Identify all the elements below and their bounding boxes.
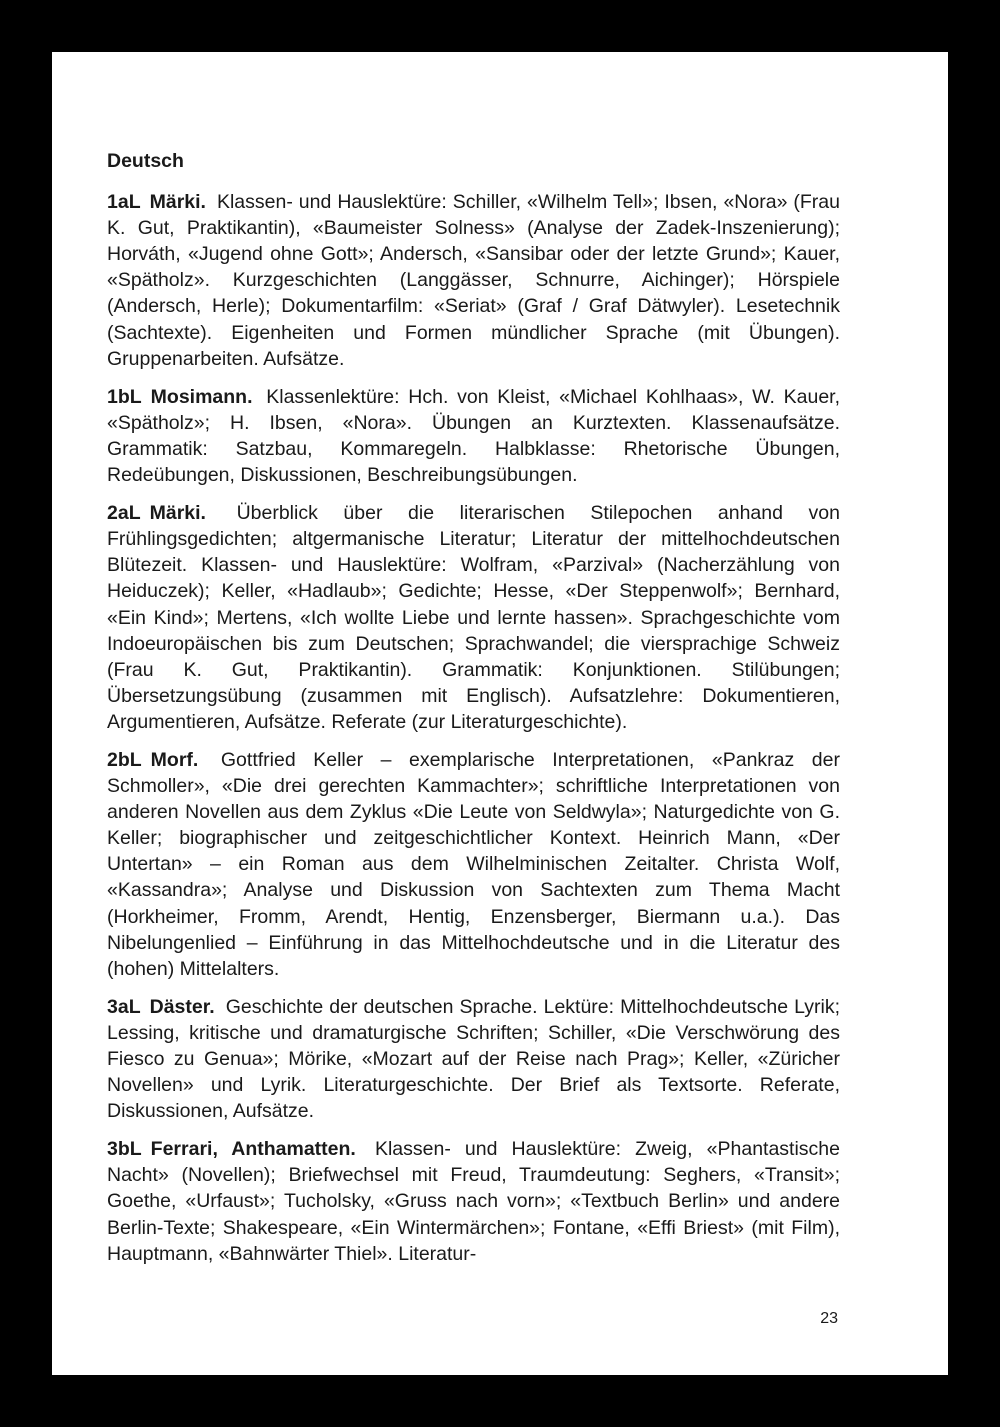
class-entry-2aL <box>107 500 840 735</box>
teacher-name: Morf. <box>150 748 199 771</box>
class-code: 3bL <box>107 1138 142 1161</box>
entry-text: Klassenlektüre: Hch. von Kleist, «Michael Kohlhaas», W. Kauer, «Spätholz»; H. Ibsen, «Nora». Übungen an Kurztexten. Klassenaufsätze. Grammatik: Satzbau, Kommaregeln. Halbklasse: Rhetorische Übungen, Redeübungen, Diskussionen, Beschreibungsübungen. <box>107 385 841 487</box>
class-entry-3bL <box>107 1136 840 1266</box>
page-number: 23 <box>820 1310 838 1327</box>
class-entry-1bL <box>107 384 840 488</box>
entry-text: Klassen- und Hauslektüre: Zweig, «Phantastische Nacht» (Novellen); Briefwechsel mit Freud, Traumdeutung: Seghers, «Transit»; Goethe, «Urfaust»; Tucholsky, «Gruss nach vorn»; «Textbuch Berlin» und andere Berlin-Texte; Shakespeare, «Ein Wintermärchen»; Fontane, «Effi Briest» (mit Film), Hauptmann, «Bahnwärter Thiel». Literatur- <box>107 1138 840 1265</box>
teacher-name: Mosimann. <box>150 385 253 408</box>
class-entry-1aL <box>107 189 840 372</box>
teacher-name: Ferrari, Anthamatten. <box>150 1138 356 1161</box>
entry-lead <box>107 1138 356 1160</box>
class-entry-2bL <box>107 747 840 982</box>
entry-lead <box>107 191 206 213</box>
entry-text: Klassen- und Hauslektüre: Schiller, «Wilhelm Tell»; Ibsen, «Nora» (Frau K. Gut, Praktikantin), «Baumeister Solness» (Analyse der Zadek-Inszenierung); Horváth, «Jugend ohne Gott»; Andersch, «Sansibar oder der letzte Grund»; Kauer, «Spätholz». Kurzgeschichten (Langgässer, Schnurre, Aichinger); Hörspiele (Andersch, Herle); Dokumentarfilm: «Seriat» (Graf / Graf Dätwyler). Lesetechnik (Sachtexte). Eigenheiten und Formen mündlicher Sprache (mit Übungen). Gruppenarbeiten. Aufsätze. <box>107 191 840 370</box>
class-code: 2aL <box>107 502 141 525</box>
teacher-name: Märki. <box>149 502 206 525</box>
section-heading: Deutsch <box>107 150 184 172</box>
page-content <box>107 148 840 1279</box>
teacher-name: Märki. <box>149 191 206 214</box>
entry-lead <box>107 502 206 524</box>
document-page <box>52 52 948 1375</box>
entry-lead <box>107 996 215 1018</box>
teacher-name: Däster. <box>149 995 215 1018</box>
entry-lead <box>107 386 253 408</box>
class-entry-3aL <box>107 994 840 1124</box>
entry-text: Gottfried Keller – exemplarische Interpretationen, «Pankraz der Schmoller», «Die drei gerechten Kammachter»; schriftliche Interpretationen von anderen Novellen aus dem Zyklus «Die Leute von Seldwyla»; Naturgedichte von G. Keller; biographischer und zeitgeschichtlicher Kontext. Heinrich Mann, «Der Untertan» – ein Roman aus dem Wilhelminischen Zeitalter. Christa Wolf, «Kassandra»; Analyse und Diskussion von Sachtexten zum Thema Macht (Horkheimer, Fromm, Arendt, Hentig, Enzensberger, Biermann u.a.). Das Nibelungenlied – Einführung in das Mittelhochdeutsche und in die Literatur des (hohen) Mittelalters. <box>107 748 840 980</box>
entry-lead <box>107 749 198 771</box>
class-code: 1bL <box>107 385 142 408</box>
entry-text: Geschichte der deutschen Sprache. Lektüre: Mittelhochdeutsche Lyrik; Lessing, kritische und dramaturgische Schriften; Schiller, «Die Verschwörung des Fiesco zu Genua»; Mörike, «Mozart auf der Reise nach Prag»; Keller, «Züricher Novellen» und Lyrik. Literaturgeschichte. Der Brief als Textsorte. Referate, Diskussionen, Aufsätze. <box>107 995 840 1123</box>
class-code: 3aL <box>107 995 141 1018</box>
class-code: 2bL <box>107 748 142 771</box>
entry-text: Überblick über die literarischen Stilepochen anhand von Frühlingsgedichten; altgermanische Literatur; Literatur der mittelhochdeutschen Blütezeit. Klassen- und Hauslektüre: Wolfram, «Parzival» (Nacherzählung von Heiduczek); Keller, «Hadlaub»; Gedichte; Hesse, «Der Steppenwolf»; Bernhard, «Ein Kind»; Mertens, «Ich wollte Liebe und lernte hassen». Sprachgeschichte vom Indoeuropäischen bis zum Deutschen; Sprachwandel; die viersprachige Schweiz (Frau K. Gut, Praktikantin). Grammatik: Konjunktionen. Stilübungen; Übersetzungsübung (zusammen mit Englisch). Aufsatzlehre: Dokumentieren, Argumentieren, Aufsätze. Referate (zur Literaturgeschichte). <box>107 502 840 733</box>
class-code: 1aL <box>107 191 141 214</box>
